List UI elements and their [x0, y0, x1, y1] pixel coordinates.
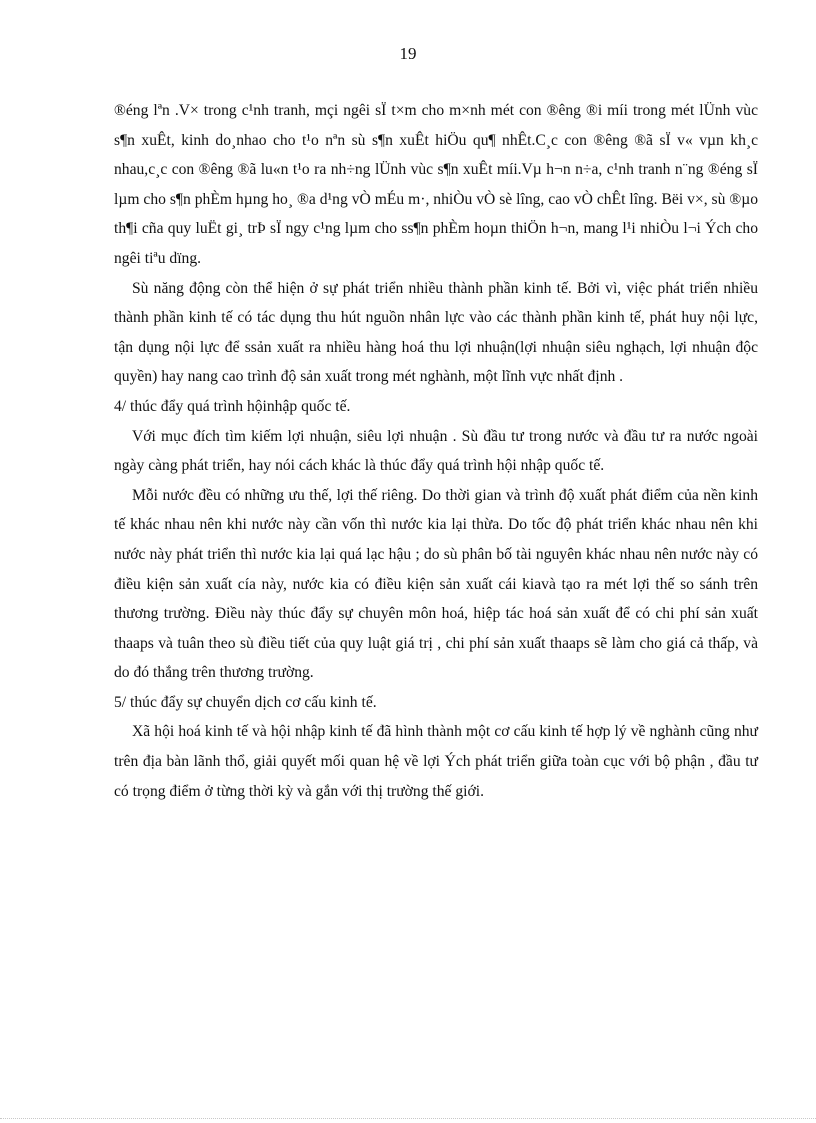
document-body: [114, 96, 758, 806]
paragraph-competition-continued: ®éng lªn .V× trong c¹nh tranh, mçi ngêi sÏ t×m cho m×nh mét con ®êng ®i míi trong mét lÜnh vùc s¶n xuÊt, kinh do¸nhao cho t¹o nªn sù s¶n xuÊt hiÖu qu¶ nhÊt.C¸c con ®êng ®ã sÏ v« vµn kh¸c nhau,c¸c con ®êng ®ã lu«n t¹o ra nh÷ng lÜnh vùc s¶n xuÊt míi.Vµ h¬n n÷a, c¹nh tranh n¨ng ®éng sÏ lµm cho s¶n phÈm hµng ho¸ ®a d¹ng vÒ mÉu m·, nhiÒu vÒ sè lîng, cao vÒ chÊt lîng. Bëi v×, sù ®µo th¶i cña quy luËt gi¸ trÞ sÏ ngy c¹ng lµm cho ss¶n phÈm hoµn thiÖn h¬n, mang l¹i nhiÒu l¬i Ých cho ngêi tiªu dïng.: [114, 102, 758, 267]
paragraph-economic-sectors: Sù năng động còn thể hiện ở sự phát triển nhiều thành phần kinh tế. Bởi vì, việc phát triển nhiều thành phần kinh tế có tác dụng thu hút nguồn nhân lực vào các thành phần kinh tế, phát huy nội lực, tận dụng nội lực để ssản xuất ra nhiều hàng hoá thu lợi nhuận(lợi nhuận siêu nghạch, lợi nhuận độc quyền) hay nang cao trình độ sản xuất trong mét nghành, một lĩnh vực nhất định .: [114, 279, 758, 386]
paragraph-comparative-advantage: Mỗi nước đều có những ưu thế, lợi thế riêng. Do thời gian và trình độ xuất phát điểm của nền kinh tế khác nhau nên khi nước này cần vốn thì nước kia lại thừa. Do tốc độ phát triển khác nhau nên khi nước này phát triển thì nước kia lại quá lạc hậu ; do sù phân bố tài nguyên khác nhau nên nước này có điều kiện sản xuất cía này, nước kia có điều kiện sản xuất cái kiavà tạo ra mét lợi thế so sánh trên thương trường. Điều này thúc đẩy sự chuyên môn hoá, hiệp tác hoá sản xuất để có chi phí sản xuất thaaps và tuân theo sù điều tiết của quy luật giá trị , chi phí sản xuất thaaps sẽ làm cho giá cả thấp, và do đó thắng trên thương trường.: [114, 486, 758, 682]
footer-divider: [0, 1118, 816, 1119]
page-number: 19: [399, 44, 417, 63]
heading-structural-shift: 5/ thúc đẩy sự chuyển dịch cơ cấu kinh tế.: [114, 693, 377, 711]
paragraph-profit-investment: Với mục đích tìm kiếm lợi nhuận, siêu lợi nhuận . Sù đầu tư trong nước và đầu tư ra nước ngoài ngày càng phát triển, hay nói cách khác là thúc đẩy quá trình hội nhập quốc tế.: [114, 427, 758, 475]
heading-international-integration: 4/ thúc đẩy quá trình hộinhập quốc tế.: [114, 397, 351, 415]
paragraph-economic-structure: Xã hội hoá kinh tế và hội nhập kinh tế đã hình thành một cơ cấu kinh tế hợp lý về nghành cũng như trên địa bàn lãnh thổ, giải quyết mối quan hệ về lợi Ých phát triển giữa toàn cục với bộ phận , đầu tư có trọng điểm ở từng thời kỳ và gắn với thị trường thế giới.: [114, 723, 758, 800]
